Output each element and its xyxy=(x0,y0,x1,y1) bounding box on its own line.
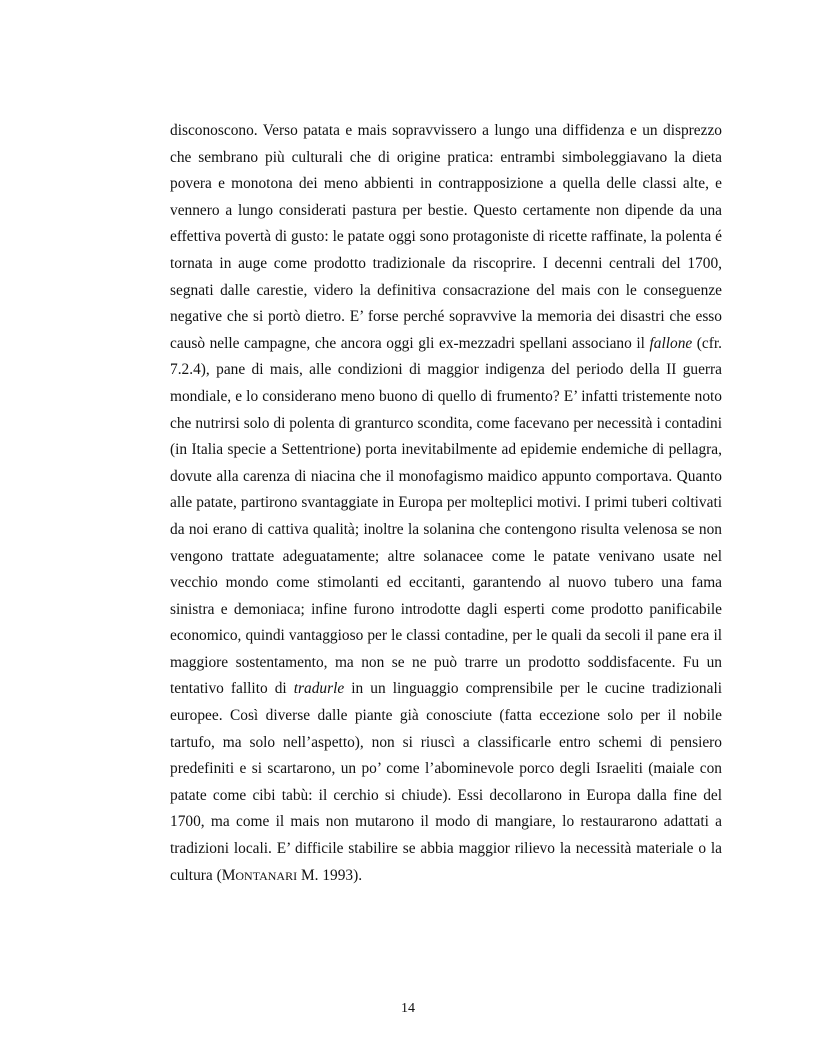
paragraph-text-part-1: disconoscono. Verso patata e mais sopravvissero a lungo una diffidenza e un disprezzo che sembrano più culturali che di origine pratica: entrambi simboleggiavano la dieta povera e monotona dei meno abbienti in contrapposizione a quella delle classi alte, e vennero a lungo considerati pastura per bestie. Questo certamente non dipende da una effettiva povertà di gusto: le patate oggi sono protagoniste di ricette raffinate, la polenta é tornata in auge come prodotto tradizionale da riscoprire. I decenni centrali del 1700, segnati dalle carestie, videro la definitiva consacrazione del mais con le conseguenze negative che si portò dietro. E’ forse perché sopravvive la memoria dei disastri che esso causò nelle campagne, che ancora oggi gli ex-mezzadri spellani associano il xyxy=(170,122,722,352)
citation-author-smallcaps: ONTANARI xyxy=(235,868,298,883)
italic-term-fallone: fallone xyxy=(649,334,693,352)
citation-tail: M. 1993). xyxy=(297,866,363,884)
paragraph-text-part-3: in un linguaggio comprensibile per le cucine tradizionali europee. Così diverse dalle piante già conosciute (fatta eccezione solo per il nobile tartufo, ma solo nell’aspetto), non si riuscì a classificarle entro schemi di pensiero predefiniti e si scartarono, un po’ come l’abominevole porco degli Israeliti (maiale con patate come cibi tabù: il cerchio si chiude). Essi decollarono in Europa dalla fine del 1700, ma come il mais non mutarono il modo di mangiare, lo restaurarono adattati a tradizioni locali. E’ difficile stabilire se abbia maggior rilievo la necessità materiale o la cultura ( xyxy=(170,680,723,884)
page-number: 14 xyxy=(401,1001,415,1016)
citation-author-initial: M xyxy=(221,866,236,884)
body-paragraph xyxy=(170,118,722,889)
paragraph-text-part-2: (cfr. 7.2.4), pane di mais, alle condizioni di maggior indigenza del periodo della II guerra mondiale, e lo considerano meno buono di quello di frumento? E’ infatti tristemente noto che nutrirsi solo di polenta di granturco scondita, come facevano per necessità i contadini (in Italia specie a Settentrione) porta inevitabilmente ad epidemie endemiche di pellagra, dovute alla carenza di niacina che il monofagismo maidico appunto comportava. Quanto alle patate, partirono svantaggiate in Europa per molteplici motivi. I primi tuberi coltivati da noi erano di cattiva qualità; inoltre la solanina che contengono risulta velenosa se non vengono trattate adeguatamente; altre solanacee come le patate venivano usate nel vecchio mondo come stimolanti ed eccitanti, garantendo al nuovo tubero una fama sinistra e demoniaca; infine furono introdotte dagli esperti come prodotto panificabile economico, quindi vantaggioso per le classi contadine, per le quali da secoli il pane era il maggiore sostentamento, ma non se ne può trarre un prodotto soddisfacente. Fu un tentativo fallito di xyxy=(170,334,722,698)
italic-term-tradurle: tradurle xyxy=(293,680,345,698)
